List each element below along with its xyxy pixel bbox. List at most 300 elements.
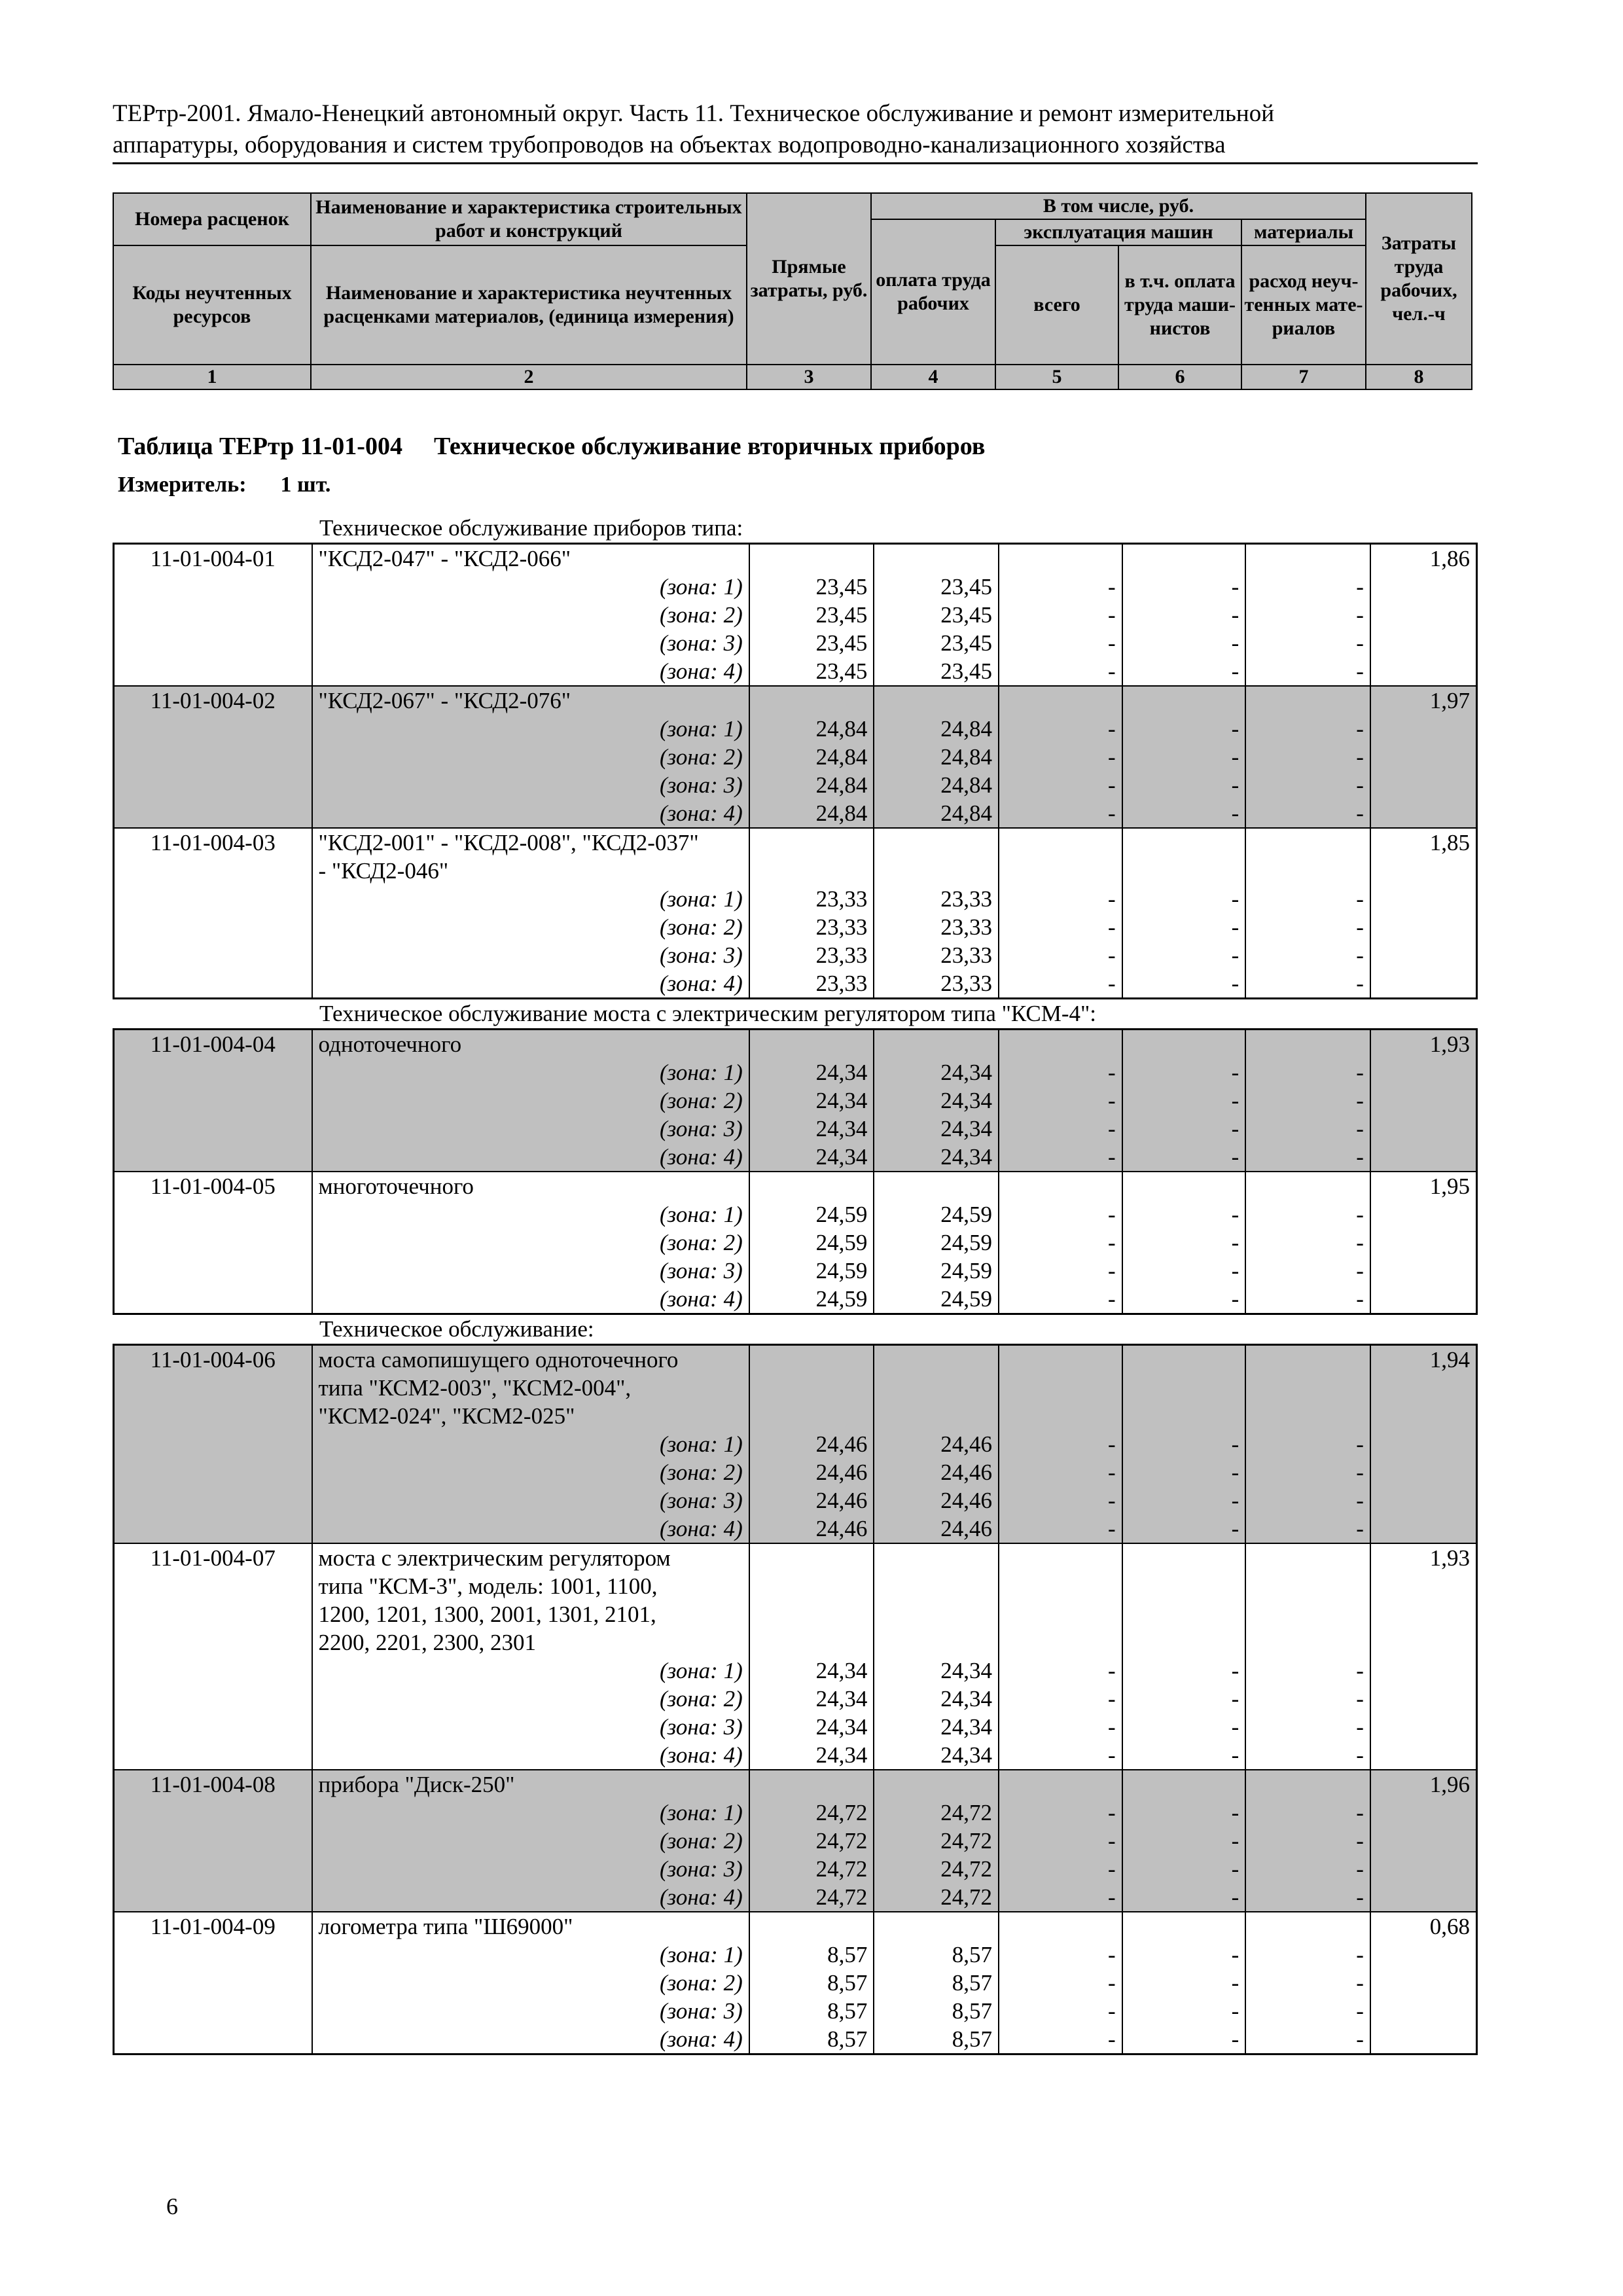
zone-row	[114, 941, 1477, 969]
machine-total: -	[999, 1855, 1122, 1883]
zone-label: (зона: 2)	[312, 1458, 749, 1486]
empty-cell	[1245, 1345, 1370, 1374]
machine-total: -	[999, 1086, 1122, 1115]
column-number: 5	[995, 365, 1118, 389]
empty-cell	[999, 1600, 1122, 1628]
machine-total: -	[999, 1285, 1122, 1314]
empty-cell	[1122, 1402, 1246, 1430]
unaccounted-materials: -	[1245, 1997, 1370, 2025]
empty-cell	[114, 799, 312, 828]
machine-total: -	[999, 1657, 1122, 1685]
empty-cell	[1370, 1827, 1477, 1855]
empty-cell	[1245, 1600, 1370, 1628]
rate-name-line: типа "КСМ-3", модель: 1001, 1100,	[312, 1572, 749, 1600]
zone-label: (зона: 4)	[312, 2025, 749, 2054]
machine-total: -	[999, 657, 1122, 686]
rate-name-row	[114, 1030, 1477, 1059]
labor-hours: 1,86	[1370, 544, 1477, 573]
empty-cell	[1370, 1115, 1477, 1143]
direct-costs: 24,59	[749, 1200, 874, 1229]
rate-code: 11-01-004-02	[114, 686, 312, 715]
machinist-pay: -	[1122, 1855, 1246, 1883]
zone-label: (зона: 1)	[312, 1200, 749, 1229]
empty-cell	[114, 1115, 312, 1143]
machinist-pay: -	[1122, 1883, 1246, 1912]
empty-cell	[874, 1172, 999, 1200]
machinist-pay: -	[1122, 1200, 1246, 1229]
empty-cell	[1245, 1172, 1370, 1200]
machinist-pay: -	[1122, 743, 1246, 771]
rate-name-line: - "КСД2-046"	[312, 857, 749, 885]
zone-label: (зона: 4)	[312, 799, 749, 828]
unaccounted-materials: -	[1245, 913, 1370, 941]
zone-row	[114, 771, 1477, 799]
labor-hours: 1,95	[1370, 1172, 1477, 1200]
labor-hours	[1370, 1628, 1477, 1657]
machinist-pay: -	[1122, 573, 1246, 601]
empty-cell	[999, 544, 1122, 573]
machinist-pay: -	[1122, 799, 1246, 828]
rate-name-line: 2200, 2201, 2300, 2301	[312, 1628, 749, 1657]
empty-cell	[1245, 857, 1370, 885]
rate-name-line: "КСД2-047" - "КСД2-066"	[312, 544, 749, 573]
empty-cell	[1245, 1030, 1370, 1059]
direct-costs: 24,46	[749, 1515, 874, 1543]
unaccounted-materials: -	[1245, 1229, 1370, 1257]
empty-cell	[874, 1912, 999, 1941]
empty-cell	[114, 969, 312, 999]
table-subject: Техническое обслуживание вторичных приборов	[433, 433, 986, 460]
direct-costs: 8,57	[749, 1969, 874, 1997]
worker-pay: 23,33	[874, 941, 999, 969]
empty-cell	[114, 1058, 312, 1086]
empty-cell	[114, 1883, 312, 1912]
machine-total: -	[999, 1997, 1122, 2025]
unaccounted-materials: -	[1245, 1969, 1370, 1997]
machine-total: -	[999, 1741, 1122, 1770]
rate-name-row	[114, 1402, 1477, 1430]
column-number: 1	[113, 365, 311, 389]
empty-cell	[1245, 686, 1370, 715]
worker-pay: 23,45	[874, 657, 999, 686]
empty-cell	[1370, 799, 1477, 828]
worker-pay: 24,72	[874, 1799, 999, 1827]
header-resource-codes: Коды неучтенных ресурсов	[113, 245, 311, 365]
empty-cell	[1370, 941, 1477, 969]
zone-label: (зона: 2)	[312, 1086, 749, 1115]
unaccounted-materials: -	[1245, 573, 1370, 601]
machinist-pay: -	[1122, 629, 1246, 657]
rate-item	[114, 1030, 1477, 1172]
unaccounted-materials: -	[1245, 743, 1370, 771]
direct-costs: 24,46	[749, 1458, 874, 1486]
unaccounted-materials: -	[1245, 969, 1370, 999]
empty-cell	[999, 1572, 1122, 1600]
empty-cell	[1370, 1941, 1477, 1969]
empty-cell	[749, 857, 874, 885]
unaccounted-materials: -	[1245, 1143, 1370, 1172]
machinist-pay: -	[1122, 1685, 1246, 1713]
empty-cell	[874, 857, 999, 885]
unaccounted-materials: -	[1245, 1430, 1370, 1458]
empty-cell	[999, 1345, 1122, 1374]
worker-pay: 24,34	[874, 1741, 999, 1770]
rate-code: 11-01-004-08	[114, 1770, 312, 1799]
unaccounted-materials: -	[1245, 1058, 1370, 1086]
zone-row	[114, 1430, 1477, 1458]
empty-cell	[999, 857, 1122, 885]
zone-row	[114, 1969, 1477, 1997]
worker-pay: 24,46	[874, 1430, 999, 1458]
machine-total: -	[999, 573, 1122, 601]
rate-name-line: 1200, 1201, 1300, 2001, 1301, 2101,	[312, 1600, 749, 1628]
zone-label: (зона: 4)	[312, 1143, 749, 1172]
empty-cell	[999, 1543, 1122, 1572]
rate-name-row	[114, 1345, 1477, 1374]
header-column-numbers	[113, 365, 1472, 389]
worker-pay: 24,46	[874, 1515, 999, 1543]
machinist-pay: -	[1122, 1799, 1246, 1827]
rate-name-row	[114, 1374, 1477, 1402]
header-labor-costs: Затраты труда рабочих, чел.-ч	[1366, 193, 1472, 365]
empty-cell	[114, 1200, 312, 1229]
zone-row	[114, 1741, 1477, 1770]
rate-item	[114, 1345, 1477, 1544]
empty-cell	[1245, 828, 1370, 857]
page-number: 6	[166, 2193, 178, 2219]
worker-pay: 24,34	[874, 1115, 999, 1143]
empty-cell	[1370, 969, 1477, 999]
rate-name-line: моста с электрическим регулятором	[312, 1543, 749, 1572]
zone-row	[114, 1997, 1477, 2025]
worker-pay: 24,59	[874, 1229, 999, 1257]
machinist-pay: -	[1122, 1257, 1246, 1285]
unaccounted-materials: -	[1245, 799, 1370, 828]
labor-hours	[1370, 1572, 1477, 1600]
rate-name-line: типа "КСМ2-003", "КСМ2-004",	[312, 1374, 749, 1402]
zone-label: (зона: 4)	[312, 969, 749, 999]
direct-costs: 24,84	[749, 715, 874, 743]
header-work-name: Наименование и характеристика строительных работ и конструкций	[311, 193, 747, 245]
zone-label: (зона: 1)	[312, 573, 749, 601]
unaccounted-materials: -	[1245, 941, 1370, 969]
empty-cell	[1245, 1912, 1370, 1941]
unaccounted-materials: -	[1245, 1486, 1370, 1515]
empty-cell	[1245, 1572, 1370, 1600]
empty-cell	[749, 1374, 874, 1402]
worker-pay: 23,33	[874, 969, 999, 999]
direct-costs: 23,45	[749, 629, 874, 657]
empty-cell	[1370, 1430, 1477, 1458]
machinist-pay: -	[1122, 1229, 1246, 1257]
empty-cell	[114, 1969, 312, 1997]
empty-cell	[114, 1257, 312, 1285]
zone-row	[114, 1883, 1477, 1912]
empty-cell	[1370, 1458, 1477, 1486]
empty-cell	[999, 1172, 1122, 1200]
labor-hours: 1,97	[1370, 686, 1477, 715]
unaccounted-materials: -	[1245, 1515, 1370, 1543]
zone-row	[114, 1515, 1477, 1543]
empty-cell	[1122, 686, 1246, 715]
worker-pay: 24,59	[874, 1285, 999, 1314]
worker-pay: 24,34	[874, 1143, 999, 1172]
machine-total: -	[999, 1430, 1122, 1458]
worker-pay: 24,46	[874, 1458, 999, 1486]
zone-label: (зона: 1)	[312, 1941, 749, 1969]
empty-cell	[999, 828, 1122, 857]
empty-cell	[1370, 1741, 1477, 1770]
machinist-pay: -	[1122, 913, 1246, 941]
worker-pay: 8,57	[874, 1941, 999, 1969]
machinist-pay: -	[1122, 941, 1246, 969]
zone-label: (зона: 2)	[312, 1827, 749, 1855]
empty-cell	[999, 1628, 1122, 1657]
zone-row	[114, 969, 1477, 999]
zone-label: (зона: 4)	[312, 1285, 749, 1314]
empty-cell	[114, 1997, 312, 2025]
empty-cell	[999, 1912, 1122, 1941]
worker-pay: 24,84	[874, 715, 999, 743]
rate-code: 11-01-004-09	[114, 1912, 312, 1941]
section-caption: Техническое обслуживание моста с электрическим регулятором типа "КСМ-4":	[319, 1001, 1096, 1026]
empty-cell	[1370, 1713, 1477, 1741]
direct-costs: 8,57	[749, 1941, 874, 1969]
direct-costs: 23,33	[749, 913, 874, 941]
rate-name-line: моста самопишущего одноточечного	[312, 1345, 749, 1374]
direct-costs: 8,57	[749, 1997, 874, 2025]
labor-hours	[1370, 1374, 1477, 1402]
empty-cell	[999, 686, 1122, 715]
unaccounted-materials: -	[1245, 1257, 1370, 1285]
machinist-pay: -	[1122, 1741, 1246, 1770]
machine-total: -	[999, 1941, 1122, 1969]
direct-costs: 23,33	[749, 885, 874, 913]
zone-label: (зона: 3)	[312, 1997, 749, 2025]
machine-total: -	[999, 771, 1122, 799]
empty-cell	[1370, 1285, 1477, 1314]
rate-name-line: прибора "Диск-250"	[312, 1770, 749, 1799]
zone-row	[114, 1486, 1477, 1515]
empty-cell	[874, 1030, 999, 1059]
direct-costs: 24,34	[749, 1086, 874, 1115]
empty-cell	[1370, 715, 1477, 743]
rate-name-line: логометра типа "Ш69000"	[312, 1912, 749, 1941]
empty-cell	[1370, 743, 1477, 771]
empty-cell	[1122, 1572, 1246, 1600]
machine-total: -	[999, 1799, 1122, 1827]
worker-pay: 24,34	[874, 1713, 999, 1741]
empty-cell	[1370, 1855, 1477, 1883]
direct-costs: 24,34	[749, 1115, 874, 1143]
unaccounted-materials: -	[1245, 1115, 1370, 1143]
empty-cell	[1370, 1143, 1477, 1172]
rate-code: 11-01-004-05	[114, 1172, 312, 1200]
rate-name-row	[114, 1628, 1477, 1657]
empty-cell	[114, 1486, 312, 1515]
unaccounted-materials: -	[1245, 1086, 1370, 1115]
rate-name-row	[114, 544, 1477, 573]
direct-costs: 24,59	[749, 1285, 874, 1314]
direct-costs: 24,46	[749, 1430, 874, 1458]
unaccounted-materials: -	[1245, 1685, 1370, 1713]
unaccounted-materials: -	[1245, 715, 1370, 743]
zone-label: (зона: 4)	[312, 1741, 749, 1770]
zone-label: (зона: 3)	[312, 629, 749, 657]
zone-label: (зона: 3)	[312, 1713, 749, 1741]
machine-total: -	[999, 601, 1122, 629]
direct-costs: 24,72	[749, 1827, 874, 1855]
zone-label: (зона: 1)	[312, 1058, 749, 1086]
empty-cell	[874, 686, 999, 715]
unaccounted-materials: -	[1245, 1827, 1370, 1855]
zone-row	[114, 2025, 1477, 2054]
empty-cell	[749, 1402, 874, 1430]
empty-cell	[114, 1855, 312, 1883]
header-line-1: ТЕРтр-2001. Ямало-Ненецкий автономный округ. Часть 11. Техническое обслуживание и ремонт измерительной	[113, 100, 1275, 127]
machine-total: -	[999, 1685, 1122, 1713]
unaccounted-materials: -	[1245, 1657, 1370, 1685]
empty-cell	[749, 1572, 874, 1600]
header-direct-costs: Прямые затраты, руб.	[747, 193, 871, 365]
machinist-pay: -	[1122, 1657, 1246, 1685]
machine-total: -	[999, 1827, 1122, 1855]
unaccounted-materials: -	[1245, 1200, 1370, 1229]
rate-code	[114, 1402, 312, 1430]
empty-cell	[114, 1827, 312, 1855]
worker-pay: 24,84	[874, 771, 999, 799]
empty-cell	[1370, 913, 1477, 941]
labor-hours: 1,96	[1370, 1770, 1477, 1799]
empty-cell	[114, 1229, 312, 1257]
worker-pay: 24,34	[874, 1058, 999, 1086]
rate-name-line: "КСД2-001" - "КСД2-008", "КСД2-037"	[312, 828, 749, 857]
machinist-pay: -	[1122, 1086, 1246, 1115]
direct-costs: 23,45	[749, 573, 874, 601]
rate-name-row	[114, 1912, 1477, 1941]
header-including: В том числе, руб.	[871, 193, 1366, 219]
rate-name-line: "КСД2-067" - "КСД2-076"	[312, 686, 749, 715]
machinist-pay: -	[1122, 771, 1246, 799]
section-table	[113, 543, 1478, 999]
direct-costs: 24,34	[749, 1058, 874, 1086]
empty-cell	[114, 771, 312, 799]
empty-cell	[1122, 1374, 1246, 1402]
empty-cell	[114, 715, 312, 743]
zone-row	[114, 573, 1477, 601]
empty-cell	[749, 828, 874, 857]
machine-total: -	[999, 1257, 1122, 1285]
empty-cell	[874, 544, 999, 573]
worker-pay: 24,84	[874, 743, 999, 771]
unaccounted-materials: -	[1245, 1713, 1370, 1741]
empty-cell	[1370, 885, 1477, 913]
machine-total: -	[999, 1229, 1122, 1257]
zone-label: (зона: 1)	[312, 885, 749, 913]
empty-cell	[114, 743, 312, 771]
header-worker-pay: оплата труда рабочих	[871, 219, 995, 365]
zone-row	[114, 913, 1477, 941]
direct-costs: 24,72	[749, 1883, 874, 1912]
empty-cell	[749, 544, 874, 573]
empty-cell	[1122, 1912, 1246, 1941]
empty-cell	[114, 941, 312, 969]
unaccounted-materials: -	[1245, 1458, 1370, 1486]
rate-name-row	[114, 857, 1477, 885]
worker-pay: 23,45	[874, 601, 999, 629]
zone-label: (зона: 3)	[312, 1486, 749, 1515]
empty-cell	[749, 1770, 874, 1799]
empty-cell	[874, 1572, 999, 1600]
machine-total: -	[999, 629, 1122, 657]
machinist-pay: -	[1122, 1827, 1246, 1855]
machinist-pay: -	[1122, 601, 1246, 629]
column-number: 6	[1118, 365, 1241, 389]
zone-label: (зона: 3)	[312, 941, 749, 969]
zone-row	[114, 1143, 1477, 1172]
worker-pay: 24,46	[874, 1486, 999, 1515]
worker-pay: 24,72	[874, 1855, 999, 1883]
empty-cell	[114, 913, 312, 941]
rate-name-line: "КСМ2-024", "КСМ2-025"	[312, 1402, 749, 1430]
zone-label: (зона: 2)	[312, 1685, 749, 1713]
empty-cell	[114, 1430, 312, 1458]
worker-pay: 8,57	[874, 1969, 999, 1997]
empty-cell	[114, 2025, 312, 2054]
empty-cell	[114, 1941, 312, 1969]
header-materials: материалы	[1241, 219, 1366, 245]
header-machinist-pay: в т.ч. оплата труда маши-нистов	[1118, 245, 1241, 365]
empty-cell	[1370, 1997, 1477, 2025]
worker-pay: 23,33	[874, 885, 999, 913]
zone-label: (зона: 1)	[312, 715, 749, 743]
rate-code: 11-01-004-04	[114, 1030, 312, 1059]
zone-row	[114, 1657, 1477, 1685]
machinist-pay: -	[1122, 715, 1246, 743]
rate-item	[114, 1543, 1477, 1770]
empty-cell	[749, 1345, 874, 1374]
rate-name-row	[114, 686, 1477, 715]
labor-hours: 1,93	[1370, 1030, 1477, 1059]
machinist-pay: -	[1122, 1458, 1246, 1486]
zone-label: (зона: 1)	[312, 1657, 749, 1685]
section-caption: Техническое обслуживание приборов типа:	[319, 515, 743, 541]
rate-name-row	[114, 1600, 1477, 1628]
empty-cell	[114, 601, 312, 629]
machine-total: -	[999, 941, 1122, 969]
empty-cell	[114, 1515, 312, 1543]
direct-costs: 23,45	[749, 601, 874, 629]
zone-row	[114, 1058, 1477, 1086]
unaccounted-materials: -	[1245, 1855, 1370, 1883]
rate-code	[114, 1374, 312, 1402]
direct-costs: 24,72	[749, 1855, 874, 1883]
worker-pay: 24,34	[874, 1657, 999, 1685]
empty-cell	[749, 1030, 874, 1059]
direct-costs: 23,33	[749, 969, 874, 999]
machinist-pay: -	[1122, 1115, 1246, 1143]
zone-label: (зона: 3)	[312, 771, 749, 799]
machine-total: -	[999, 913, 1122, 941]
zone-row	[114, 1941, 1477, 1969]
machinist-pay: -	[1122, 1430, 1246, 1458]
rate-name-line: одноточечного	[312, 1030, 749, 1059]
machinist-pay: -	[1122, 969, 1246, 999]
machine-total: -	[999, 885, 1122, 913]
direct-costs: 24,34	[749, 1741, 874, 1770]
empty-cell	[999, 1770, 1122, 1799]
worker-pay: 24,84	[874, 799, 999, 828]
